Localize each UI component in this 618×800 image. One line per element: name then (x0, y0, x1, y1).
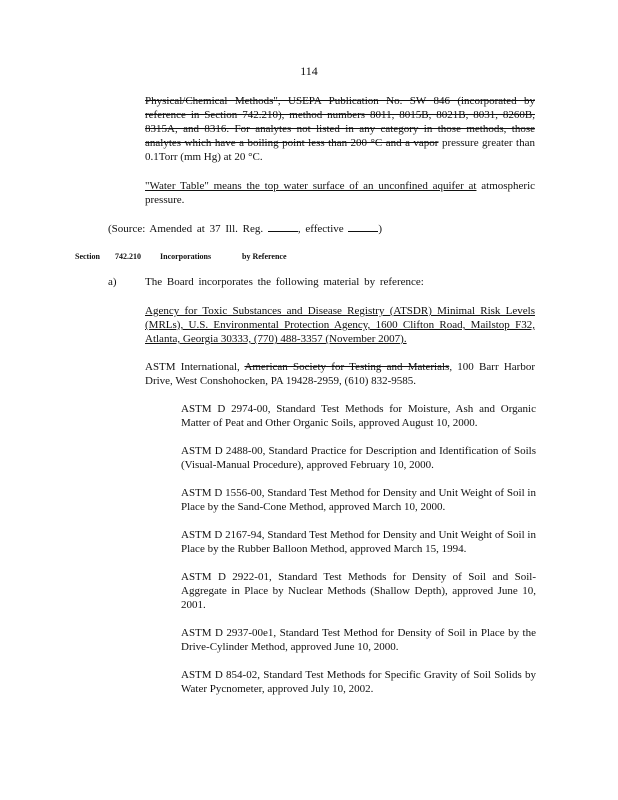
section-word: Section (75, 252, 100, 261)
standard-item: ASTM D 2922-01, Standard Test Methods for Density of Soil and Soil-Aggregate in Place by Nuclear Methods (Shallow Depth), approved June 10, 2001. (181, 571, 536, 611)
section-title-1: Incorporations (160, 252, 212, 261)
reg-blank (268, 221, 298, 232)
standard-item: ASTM D 1556-00, Standard Test Method for Density and Unit Weight of Soil in Place by the Sand-Cone Method, approved March 10, 2000. (181, 487, 536, 513)
section-number: 742.210 (115, 252, 141, 261)
standard-item: ASTM D 854-02, Standard Test Methods for Specific Gravity of Soil Solids by Water Pycnometer, approved July 10, 2002. (181, 669, 536, 695)
struck-definition-text: Physical/Chemical Methods", USEPA Publication No. SW 846 (incorporated by reference in Section 742.210), method numbers 8011, 8015B, 8021B, 8031, 8260B, 8315A, and 8316. For analytes not listed in any category in those methods, those analytes which have a boiling point less than 200 °C and a vapor (145, 95, 535, 149)
definition-tail: pressure greater than 0.1Torr (mm Hg) at 20 °C. (145, 137, 535, 163)
astm-start: ASTM International, (145, 361, 240, 373)
standard-item: ASTM D 2974-00, Standard Test Methods for Moisture, Ash and Organic Matter of Peat and Other Organic Soils, approved August 10, 2000. (181, 403, 536, 429)
standard-item: ASTM D 2488-00, Standard Practice for Description and Identification of Soils (Visual-Manual Procedure), approved February 10, 2000. (181, 445, 536, 471)
standard-item: ASTM D 2167-94, Standard Test Method for Density and Unit Weight of Soil in Place by the Rubber Balloon Method, approved March 15, 1994. (181, 529, 536, 555)
standard-item: ASTM D 2937-00e1, Standard Test Method for Density of Soil in Place by the Drive-Cylinder Method, approved June 10, 2000. (181, 627, 536, 653)
astm-reference (145, 360, 535, 388)
water-table-tail: atmospheric pressure. (145, 180, 536, 206)
astm-end: , 100 Barr Harbor Drive, West Conshohocken, PA 19428-2959, (610) 832-9585. (145, 361, 536, 387)
water-table-text: "Water Table" means the top water surface of an unconfined aquifer at (145, 180, 477, 192)
item-a-label: a) (108, 276, 117, 288)
water-table-definition (145, 179, 535, 207)
effective-blank (348, 221, 378, 232)
section-heading (75, 252, 287, 261)
section-title-2: by Reference (242, 252, 287, 261)
page-number: 114 (300, 64, 318, 78)
atsdr-reference: Agency for Toxic Substances and Disease Registry (ATSDR) Minimal Risk Levels (MRLs), U.S. Environmental Protection Agency, 1600 Clifton Road, Mailstop F32, Atlanta, Georgia 30333, (770) 488-3357 (November 2007). (145, 305, 535, 345)
astm-struck: American Society for Testing and Materials (244, 361, 450, 373)
item-a-text: The Board incorporates the following material by reference: (145, 276, 424, 288)
source-note: (Source: Amended at 37 Ill. Reg. , effective ) (108, 223, 383, 235)
definition-continuation (145, 94, 535, 164)
